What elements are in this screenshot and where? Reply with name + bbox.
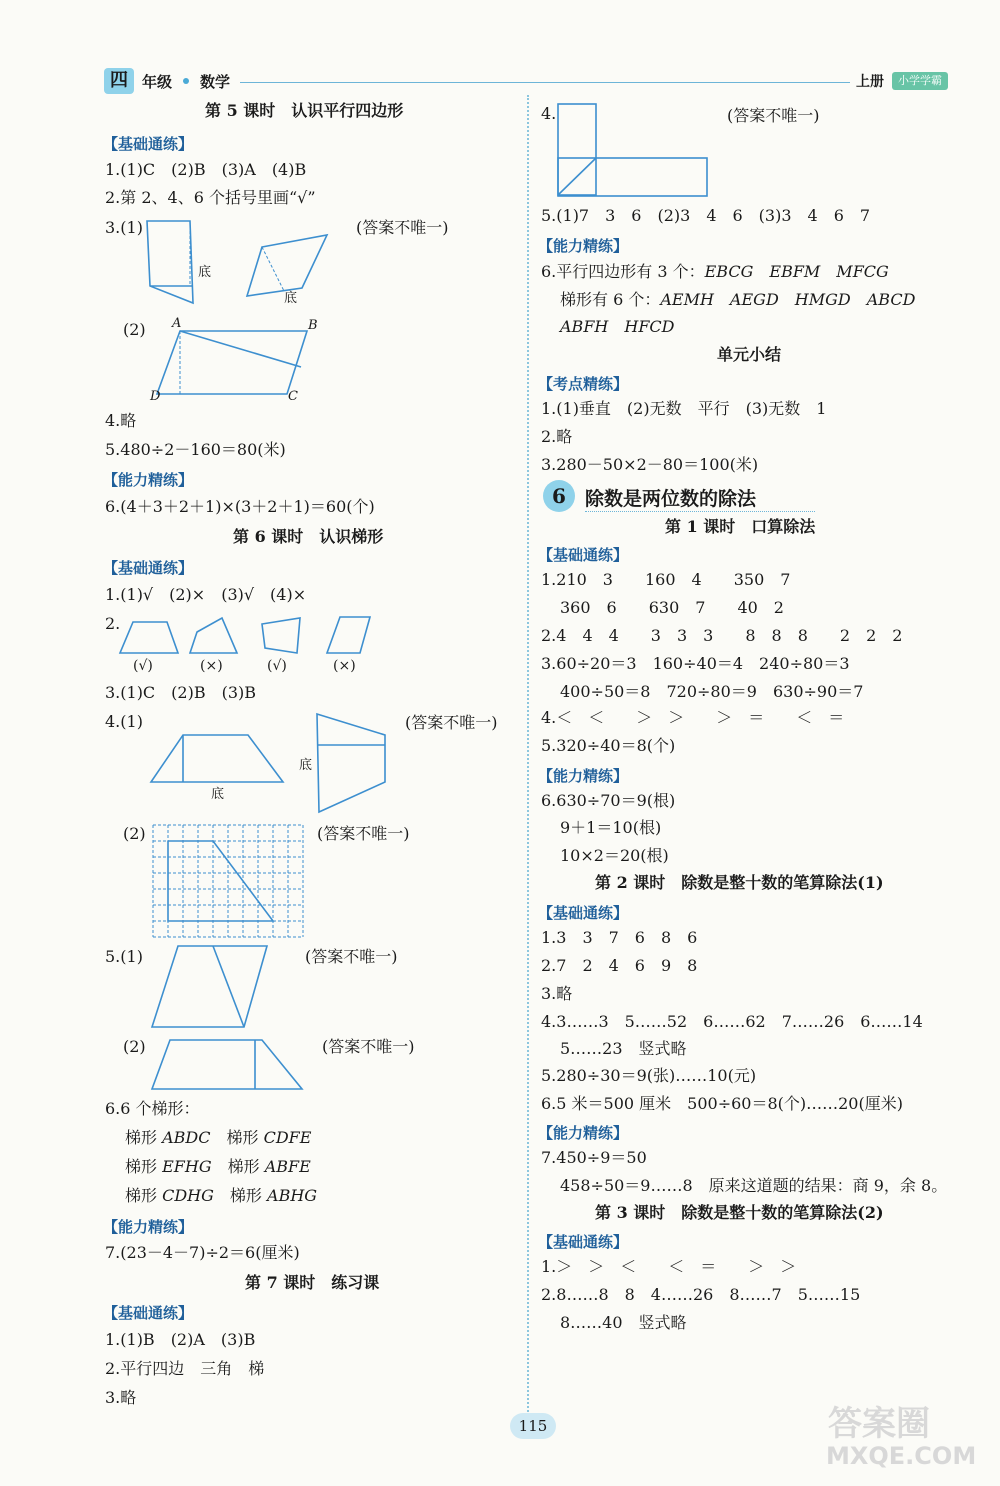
- answer-note: (答案不唯一): [317, 824, 410, 843]
- answer-line: ABFH HFCD: [560, 317, 675, 336]
- answer-line: 8……40 竖式略: [560, 1313, 687, 1332]
- header-rule: [240, 82, 850, 83]
- chapter-underline: [585, 511, 815, 512]
- section-basic: 【基础通练】: [103, 135, 194, 153]
- chapter-number-badge: 6: [543, 480, 575, 512]
- trapezoid-list-row: 梯形 EFHG 梯形 ABFE: [125, 1157, 311, 1176]
- answer-line: 3.60÷20＝3 160÷40＝4 240÷80＝3: [541, 654, 850, 673]
- answer-note: (答案不唯一): [727, 106, 820, 125]
- answer-line: (2): [123, 320, 146, 339]
- answer-line: 458÷50＝9……8 原来这道题的结果：商 9，余 8。: [560, 1176, 948, 1195]
- trapezoid-list-row: 梯形 ABDC 梯形 CDFE: [125, 1128, 312, 1147]
- c2-title: 第 2 课时 除数是整十数的笔算除法(1): [595, 873, 884, 892]
- answer-line: 2.8……8 8 4……26 8……7 5……15: [541, 1285, 861, 1304]
- answer-line: 1.210 3 160 4 350 7: [541, 570, 791, 589]
- answer-line: 3.(1)C (2)B (3)B: [105, 683, 257, 702]
- answer-line: 5.280÷30＝9(张)……10(元): [541, 1066, 757, 1085]
- answer-line: 4.＜ ＜ ＞ ＞ ＞ ＝ ＜ ＝: [541, 708, 845, 727]
- answer-line: 2.略: [541, 427, 573, 446]
- vertex-label: B: [308, 318, 318, 333]
- chapter-title: 除数是两位数的除法: [585, 488, 757, 510]
- section-basic: 【基础通练】: [538, 546, 629, 564]
- base-label: 底: [299, 758, 313, 773]
- answer-line: 400÷50＝8 720÷80＝9 630÷90＝7: [560, 682, 864, 701]
- dot-icon: [183, 78, 189, 84]
- lesson6-title: 第 6 课时 认识梯形: [233, 527, 384, 546]
- section-basic: 【基础通练】: [103, 559, 194, 577]
- subject-label: 数学: [200, 73, 231, 91]
- vertex-label: A: [172, 316, 182, 331]
- grade-label: 年级: [142, 73, 173, 91]
- answer-line: 1.(1)垂直 (2)无数 平行 (3)无数 1: [541, 399, 827, 418]
- answer-line: 6.(4＋3＋2＋1)×(3＋2＋1)＝60(个): [105, 497, 375, 516]
- answer-note: (答案不唯一): [405, 713, 498, 732]
- answer-line: 5.(1): [105, 947, 143, 966]
- mark-label: (√): [267, 658, 287, 674]
- answer-line: 5.480÷2－160＝80(米): [105, 440, 286, 459]
- lesson7-title: 第 7 课时 练习课: [245, 1273, 380, 1292]
- answer-line: 2.平行四边 三角 梯: [105, 1359, 265, 1378]
- section-ability: 【能力精练】: [538, 1124, 629, 1142]
- answer-line: 1.＞ ＞ ＜ ＜ ＝ ＞ ＞: [541, 1257, 797, 1276]
- answer-line: 9＋1＝10(根): [560, 818, 662, 837]
- vertex-label: D: [150, 389, 161, 404]
- unit-summary-title: 单元小结: [717, 345, 782, 364]
- mark-label: (×): [333, 658, 356, 674]
- mark-label: (√): [133, 658, 153, 674]
- watermark-url: MXQE.COM: [826, 1442, 977, 1470]
- volume-label: 上册: [856, 74, 884, 90]
- answer-line: 3.略: [105, 1388, 137, 1407]
- answer-line: 3.(1): [105, 218, 143, 237]
- answer-line: 7.(23－4－7)÷2＝6(厘米): [105, 1243, 300, 1262]
- answer-line: 3.略: [541, 984, 573, 1003]
- answer-line: 360 6 630 7 40 2: [560, 598, 784, 617]
- section-basic: 【基础通练】: [103, 1304, 194, 1322]
- section-ability: 【能力精练】: [103, 1218, 194, 1236]
- section-keypoints: 【考点精练】: [538, 375, 629, 393]
- answer-line: 3.280－50×2－80＝100(米): [541, 455, 759, 474]
- answer-line: 2.: [105, 614, 121, 633]
- base-label: 底: [211, 787, 225, 802]
- answer-line: 7.450÷9＝50: [541, 1148, 647, 1167]
- answer-line: 2.第 2、4、6 个括号里画“√”: [105, 188, 316, 207]
- brand-logo: 小学学霸: [892, 72, 948, 90]
- vertex-label: C: [288, 389, 298, 404]
- answer-line: 5……23 竖式略: [560, 1039, 687, 1058]
- answer-line: 5.320÷40＝8(个): [541, 736, 676, 755]
- answer-line: 4.: [541, 104, 557, 123]
- answer-line: 1.(1)√ (2)× (3)√ (4)×: [105, 585, 307, 604]
- c1-title: 第 1 课时 口算除法: [665, 517, 816, 536]
- answer-note: (答案不唯一): [322, 1037, 415, 1056]
- answer-line: 4.略: [105, 411, 137, 430]
- section-ability: 【能力精练】: [538, 237, 629, 255]
- c3-title: 第 3 课时 除数是整十数的笔算除法(2): [595, 1203, 884, 1222]
- page-number: 115: [510, 1413, 556, 1439]
- answer-note: (答案不唯一): [305, 947, 398, 966]
- answer-line: 5.(1)7 3 6 (2)3 4 6 (3)3 4 6 7: [541, 206, 871, 225]
- answer-line: 1.(1)C (2)B (3)A (4)B: [105, 160, 307, 179]
- answer-line: (2): [123, 1037, 146, 1056]
- answer-line: 1.3 3 7 6 8 6: [541, 928, 698, 947]
- answer-line: 4.(1): [105, 712, 143, 731]
- answer-line: 2.4 4 4 3 3 3 8 8 8 2 2 2: [541, 626, 903, 645]
- answer-line: 1.(1)B (2)A (3)B: [105, 1330, 256, 1349]
- section-ability: 【能力精练】: [103, 471, 194, 489]
- answer-line: 6.6 个梯形：: [105, 1099, 200, 1118]
- answer-note: (答案不唯一): [356, 218, 449, 237]
- answer-line: (2): [123, 824, 146, 843]
- answer-line: 6.630÷70＝9(根): [541, 791, 676, 810]
- trapezoid-list-row: 梯形 CDHG 梯形 ABHG: [125, 1186, 318, 1205]
- section-basic: 【基础通练】: [538, 904, 629, 922]
- section-ability: 【能力精练】: [538, 767, 629, 785]
- base-label: 底: [198, 265, 212, 280]
- answer-line: 4.3……3 5……52 6……62 7……26 6……14: [541, 1012, 923, 1031]
- answer-line: 6.5 米＝500 厘米 500÷60＝8(个)……20(厘米): [541, 1094, 903, 1113]
- watermark-logo: 答案圈: [828, 1404, 930, 1444]
- lesson5-title: 第 5 课时 认识平行四边形: [205, 101, 404, 120]
- section-basic: 【基础通练】: [538, 1233, 629, 1251]
- grade-badge: 四: [104, 68, 134, 94]
- answer-line: 2.7 2 4 6 9 8: [541, 956, 698, 975]
- mark-label: (×): [200, 658, 223, 674]
- answer-line: 6.平行四边形有 3 个：EBCG EBFM MFCG: [541, 262, 889, 281]
- answer-line: 10×2＝20(根): [560, 846, 669, 865]
- base-label: 底: [284, 291, 298, 306]
- answer-line: 梯形有 6 个：AEMH AEGD HMGD ABCD: [560, 290, 916, 309]
- column-divider: [527, 95, 529, 1415]
